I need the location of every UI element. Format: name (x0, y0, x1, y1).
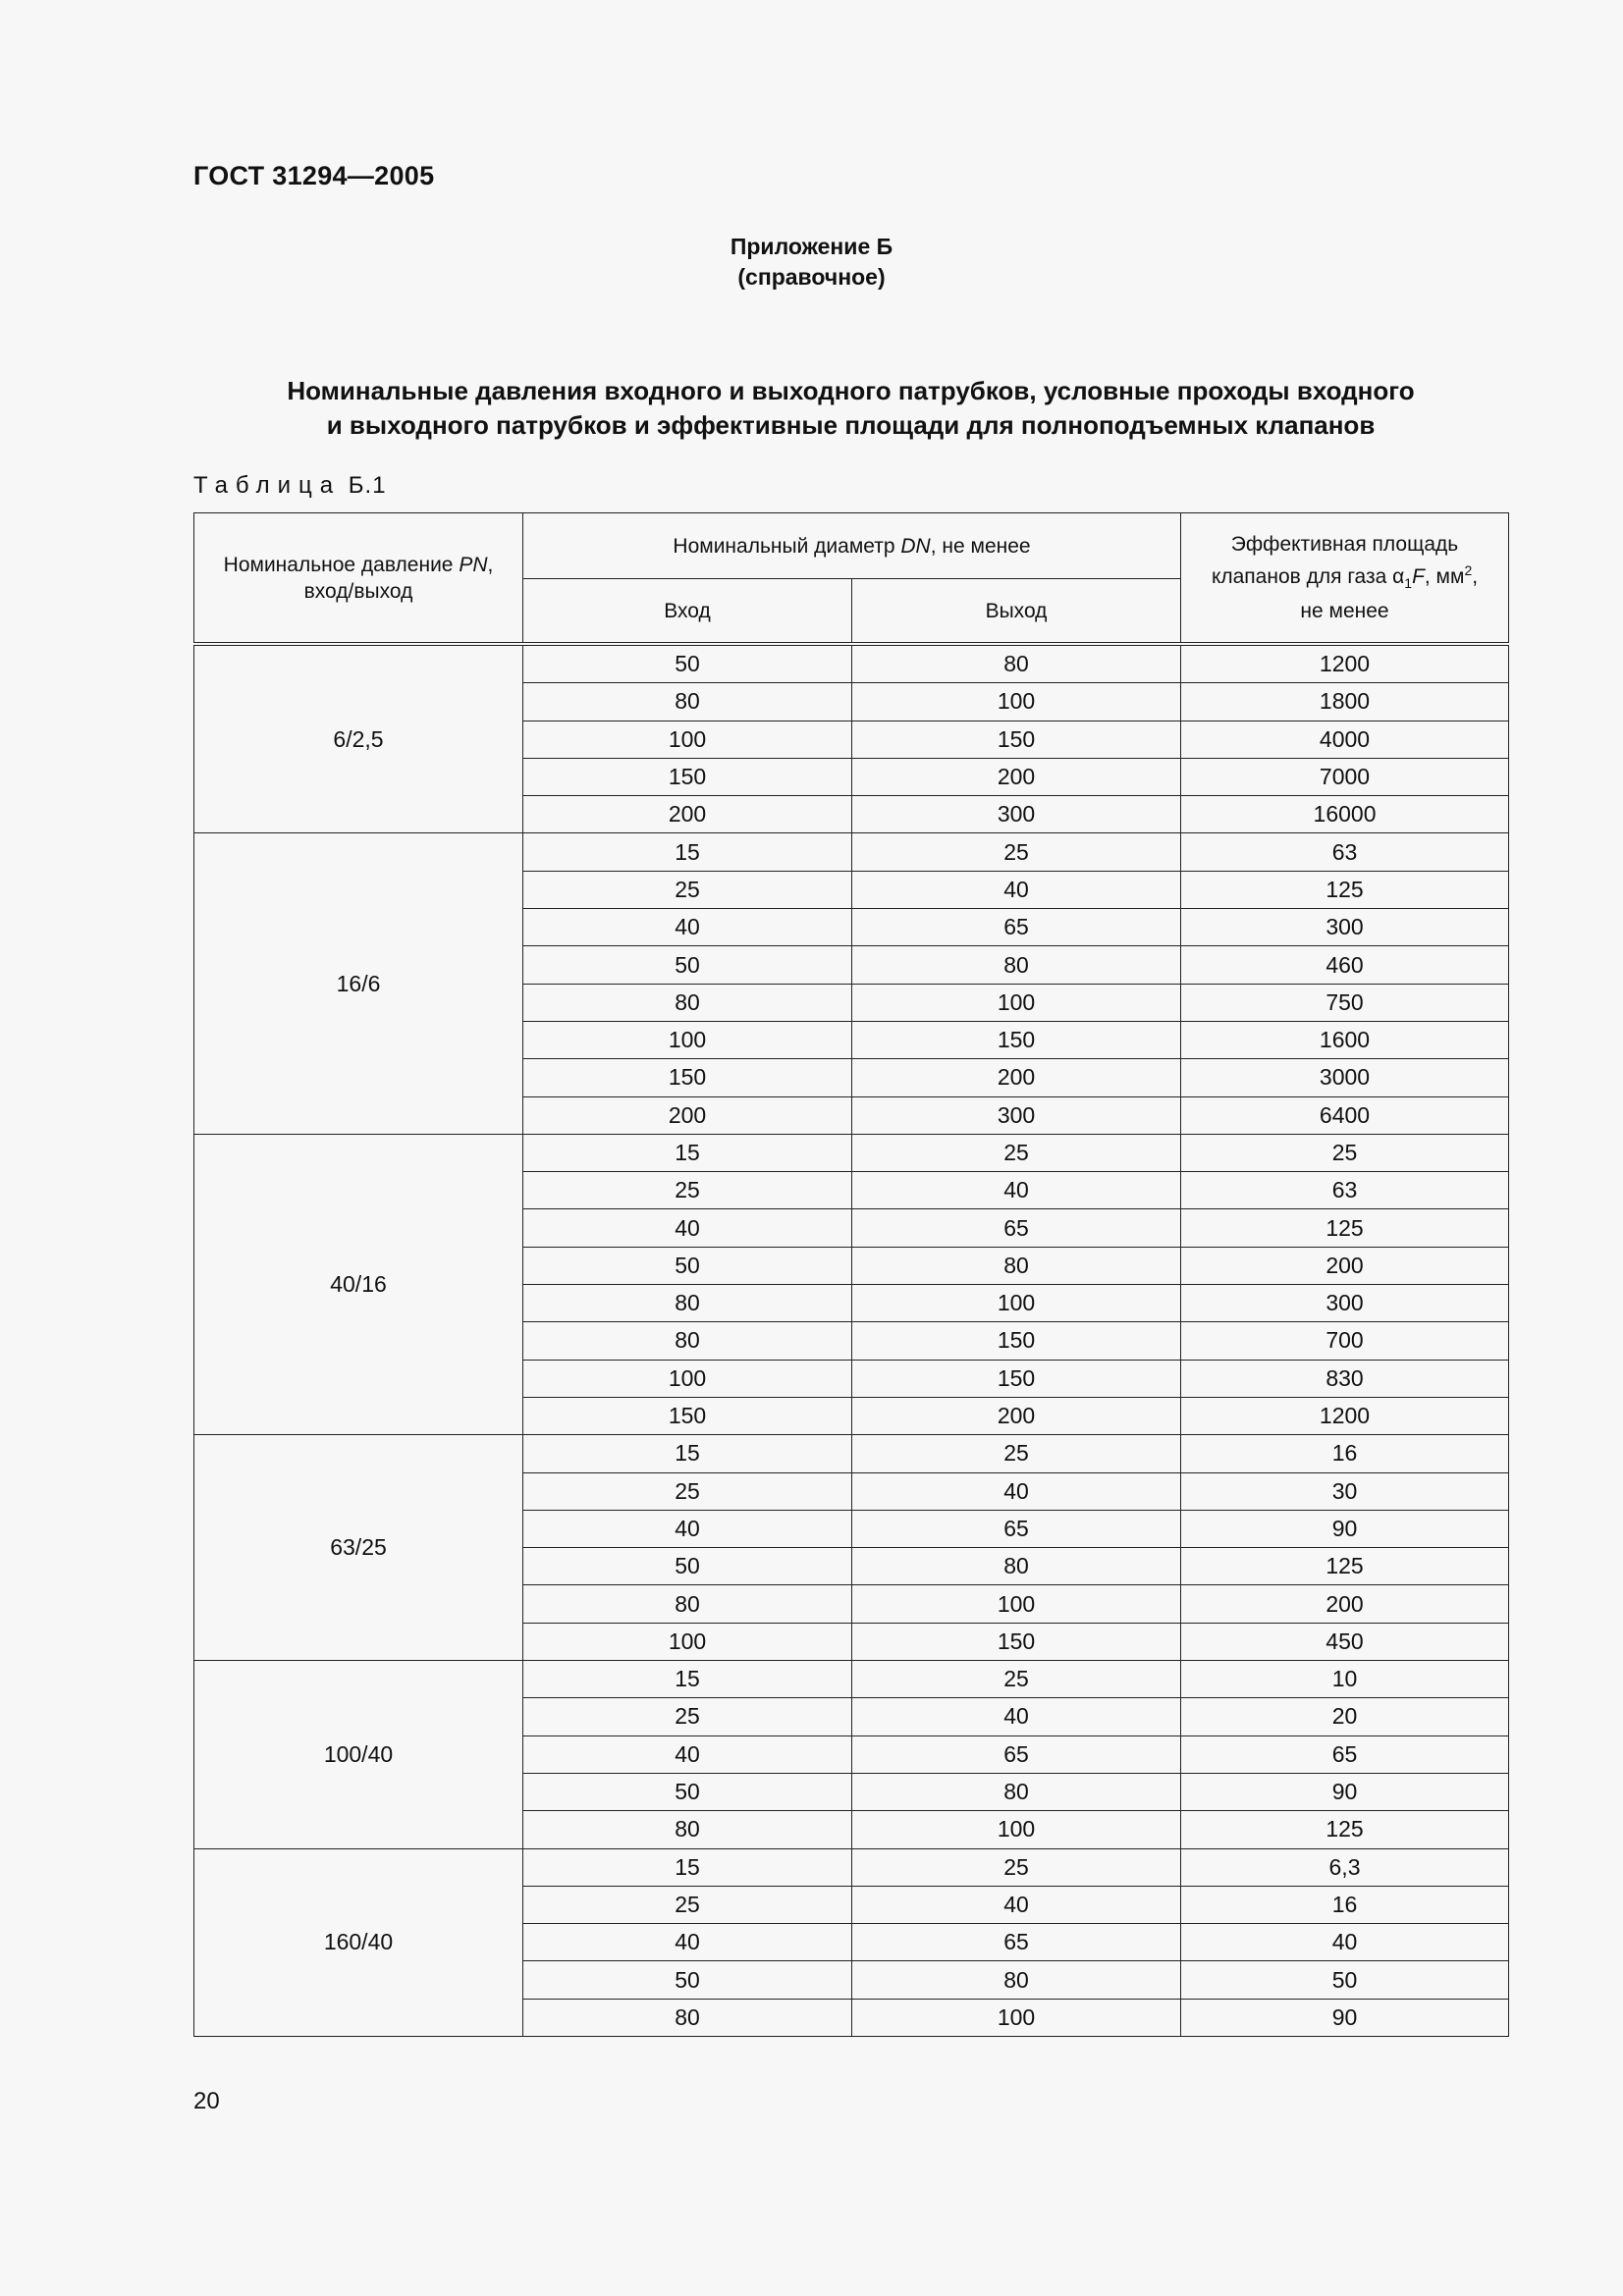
area-cell: 830 (1181, 1360, 1509, 1397)
inlet-cell: 25 (523, 1698, 852, 1735)
appendix-title: Приложение Б (730, 234, 893, 259)
inlet-cell: 100 (523, 1021, 852, 1058)
inlet-cell: 150 (523, 1397, 852, 1434)
area-cell: 700 (1181, 1322, 1509, 1360)
inlet-cell: 15 (523, 1435, 852, 1472)
area-cell: 6400 (1181, 1096, 1509, 1134)
inlet-cell: 50 (523, 1247, 852, 1284)
area-cell: 300 (1181, 1285, 1509, 1322)
inlet-cell: 100 (523, 721, 852, 758)
area-cell: 16 (1181, 1435, 1509, 1472)
inlet-cell: 40 (523, 1209, 852, 1247)
outlet-cell: 65 (852, 1924, 1181, 1961)
area-cell: 4000 (1181, 721, 1509, 758)
inlet-cell: 40 (523, 1510, 852, 1547)
outlet-cell: 80 (852, 1773, 1181, 1810)
inlet-cell: 100 (523, 1360, 852, 1397)
inlet-cell: 25 (523, 1172, 852, 1209)
inlet-cell: 50 (523, 644, 852, 683)
outlet-cell: 80 (852, 1548, 1181, 1585)
appendix-heading (0, 232, 1623, 293)
inlet-cell: 150 (523, 1059, 852, 1096)
area-cell: 125 (1181, 871, 1509, 908)
inlet-cell: 80 (523, 1585, 852, 1623)
table-row (194, 644, 1509, 683)
outlet-cell: 80 (852, 946, 1181, 984)
area-cell: 90 (1181, 1510, 1509, 1547)
area-cell: 3000 (1181, 1059, 1509, 1096)
outlet-cell: 150 (852, 721, 1181, 758)
inlet-cell: 100 (523, 1623, 852, 1660)
inlet-cell: 80 (523, 683, 852, 721)
pressure-cell: 16/6 (194, 833, 523, 1134)
inlet-cell: 150 (523, 758, 852, 795)
area-cell: 1800 (1181, 683, 1509, 721)
inlet-cell: 80 (523, 984, 852, 1021)
table-body (194, 644, 1509, 2036)
inlet-cell: 200 (523, 1096, 852, 1134)
inlet-cell: 25 (523, 1472, 852, 1510)
area-cell: 16000 (1181, 796, 1509, 833)
area-cell: 450 (1181, 1623, 1509, 1660)
inlet-cell: 200 (523, 796, 852, 833)
section-title (147, 374, 1554, 443)
inlet-cell: 80 (523, 1322, 852, 1360)
area-cell: 90 (1181, 1999, 1509, 2036)
outlet-cell: 150 (852, 1360, 1181, 1397)
inlet-cell: 40 (523, 1735, 852, 1773)
pressure-cell: 6/2,5 (194, 644, 523, 833)
outlet-cell: 25 (852, 1848, 1181, 1886)
table-label (193, 472, 387, 500)
outlet-cell: 150 (852, 1623, 1181, 1660)
area-cell: 6,3 (1181, 1848, 1509, 1886)
header-inlet: Вход (523, 579, 852, 645)
table-row (194, 1435, 1509, 1472)
outlet-cell: 25 (852, 833, 1181, 871)
header-nominal-diameter: Номинальный диаметр DN, не менее (523, 513, 1181, 579)
outlet-cell: 300 (852, 1096, 1181, 1134)
outlet-cell: 40 (852, 1698, 1181, 1735)
table-row (194, 1661, 1509, 1698)
outlet-cell: 40 (852, 1886, 1181, 1923)
area-cell: 460 (1181, 946, 1509, 984)
outlet-cell: 25 (852, 1661, 1181, 1698)
area-cell: 125 (1181, 1548, 1509, 1585)
area-cell: 200 (1181, 1247, 1509, 1284)
inlet-cell: 40 (523, 909, 852, 946)
inlet-cell: 15 (523, 1134, 852, 1171)
outlet-cell: 25 (852, 1435, 1181, 1472)
table-row (194, 833, 1509, 871)
area-cell: 1200 (1181, 1397, 1509, 1434)
section-title-line-1: Номинальные давления входного и выходного патрубков, условные проходы входного (287, 376, 1415, 405)
area-cell: 90 (1181, 1773, 1509, 1810)
outlet-cell: 40 (852, 871, 1181, 908)
inlet-cell: 80 (523, 1285, 852, 1322)
area-cell: 300 (1181, 909, 1509, 946)
outlet-cell: 100 (852, 1285, 1181, 1322)
inlet-cell: 25 (523, 871, 852, 908)
outlet-cell: 65 (852, 1510, 1181, 1547)
table-row (194, 1134, 1509, 1171)
outlet-cell: 40 (852, 1172, 1181, 1209)
header-nominal-pressure: Номинальное давление PN, вход/выход (194, 513, 523, 645)
inlet-cell: 80 (523, 1811, 852, 1848)
outlet-cell: 25 (852, 1134, 1181, 1171)
outlet-cell: 200 (852, 1059, 1181, 1096)
inlet-cell: 50 (523, 1548, 852, 1585)
table-label-word: Таблица (193, 472, 342, 499)
outlet-cell: 80 (852, 1961, 1181, 1999)
pressure-cell: 160/40 (194, 1848, 523, 2036)
area-cell: 63 (1181, 1172, 1509, 1209)
area-cell: 20 (1181, 1698, 1509, 1735)
area-cell: 750 (1181, 984, 1509, 1021)
outlet-cell: 100 (852, 984, 1181, 1021)
outlet-cell: 200 (852, 758, 1181, 795)
inlet-cell: 25 (523, 1886, 852, 1923)
outlet-cell: 65 (852, 1209, 1181, 1247)
section-title-line-2: и выходного патрубков и эффективные площади для полноподъемных клапанов (326, 410, 1376, 440)
table-row (194, 1848, 1509, 1886)
outlet-cell: 300 (852, 796, 1181, 833)
outlet-cell: 80 (852, 644, 1181, 683)
inlet-cell: 15 (523, 1848, 852, 1886)
area-cell: 63 (1181, 833, 1509, 871)
outlet-cell: 100 (852, 1999, 1181, 2036)
area-cell: 30 (1181, 1472, 1509, 1510)
outlet-cell: 40 (852, 1472, 1181, 1510)
outlet-cell: 65 (852, 1735, 1181, 1773)
inlet-cell: 50 (523, 1961, 852, 1999)
inlet-cell: 50 (523, 946, 852, 984)
area-cell: 1200 (1181, 644, 1509, 683)
document-code: ГОСТ 31294—2005 (193, 161, 435, 190)
area-cell: 7000 (1181, 758, 1509, 795)
area-cell: 125 (1181, 1811, 1509, 1848)
area-cell: 200 (1181, 1585, 1509, 1623)
outlet-cell: 150 (852, 1021, 1181, 1058)
area-cell: 50 (1181, 1961, 1509, 1999)
outlet-cell: 80 (852, 1247, 1181, 1284)
inlet-cell: 50 (523, 1773, 852, 1810)
page-number: 20 (193, 2088, 220, 2114)
outlet-cell: 100 (852, 1585, 1181, 1623)
outlet-cell: 100 (852, 1811, 1181, 1848)
inlet-cell: 15 (523, 833, 852, 871)
area-cell: 1600 (1181, 1021, 1509, 1058)
pressure-cell: 100/40 (194, 1661, 523, 1848)
area-cell: 125 (1181, 1209, 1509, 1247)
table-label-number: Б.1 (348, 472, 387, 499)
area-cell: 25 (1181, 1134, 1509, 1171)
inlet-cell: 40 (523, 1924, 852, 1961)
area-cell: 40 (1181, 1924, 1509, 1961)
area-cell: 10 (1181, 1661, 1509, 1698)
outlet-cell: 150 (852, 1322, 1181, 1360)
outlet-cell: 200 (852, 1397, 1181, 1434)
outlet-cell: 65 (852, 909, 1181, 946)
inlet-cell: 80 (523, 1999, 852, 2036)
header-outlet: Выход (852, 579, 1181, 645)
header-effective-area: Эффективная площадь клапанов для газа $\alpha_1F$, $мм^2$, не менее (1181, 513, 1509, 645)
appendix-type: (справочное) (737, 264, 886, 290)
area-cell: 65 (1181, 1735, 1509, 1773)
pressure-cell: 40/16 (194, 1134, 523, 1434)
area-cell: 16 (1181, 1886, 1509, 1923)
valve-table (193, 512, 1509, 2037)
pressure-cell: 63/25 (194, 1435, 523, 1661)
outlet-cell: 100 (852, 683, 1181, 721)
inlet-cell: 15 (523, 1661, 852, 1698)
